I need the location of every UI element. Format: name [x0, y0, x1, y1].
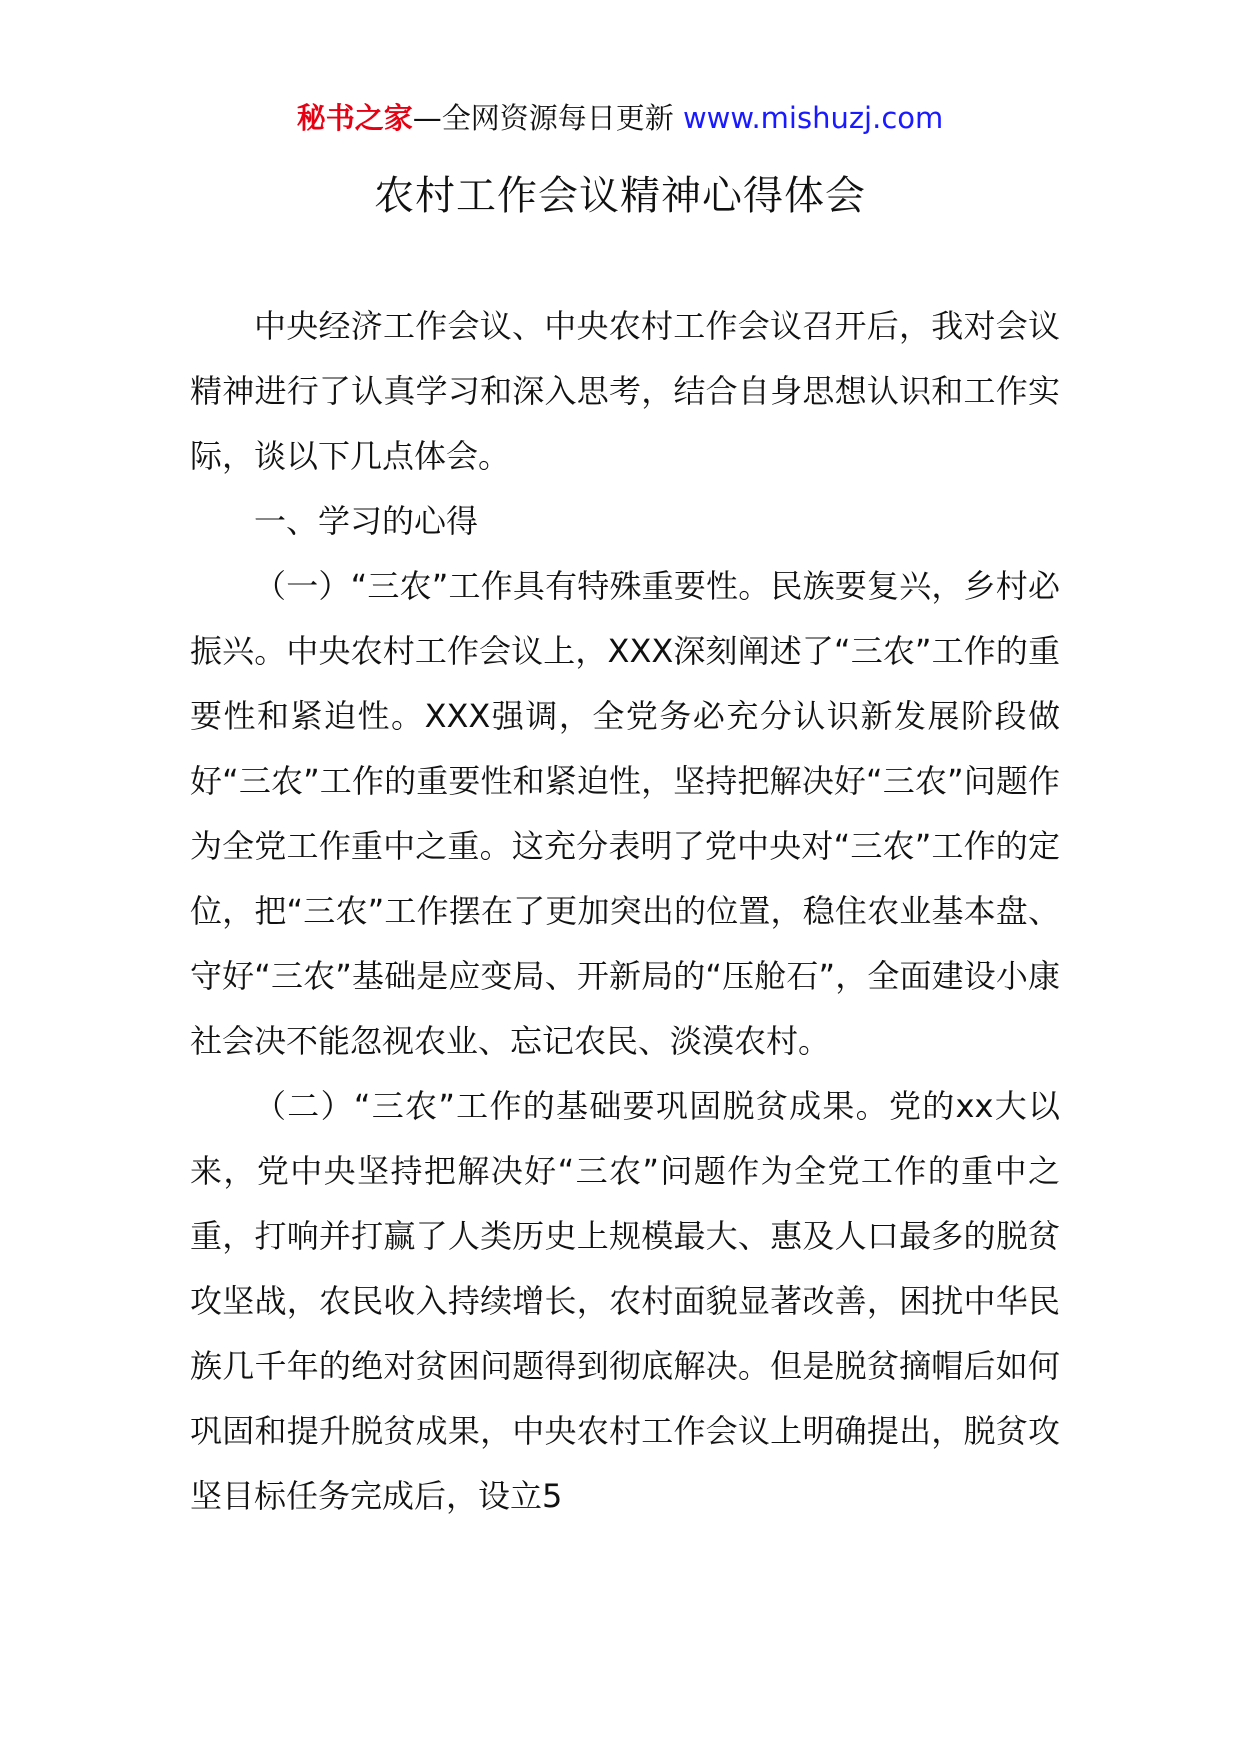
document-title: 农村工作会议精神心得体会 [374, 173, 866, 219]
document-body [190, 294, 1060, 1529]
site-url-link[interactable]: www.mishuzj.com [682, 101, 944, 135]
site-brand: 秘书之家 [296, 101, 413, 135]
paragraph-intro: 中央经济工作会议、中央农村工作会议召开后，我对会议精神进行了认真学习和深入思考，结合自身思想认识和工作实际，谈以下几点体会。 [190, 307, 1060, 475]
site-header [0, 98, 1240, 138]
paragraph-point-1: （一）“三农”工作具有特殊重要性。民族要复兴，乡村必振兴。中央农村工作会议上，XXX深刻阐述了“三农”工作的重要性和紧迫性。XXX强调，全党务必充分认识新发展阶段做好“三农”工作的重要性和紧迫性，坚持把解决好“三农”问题作为全党工作重中之重。这充分表明了党中央对“三农”工作的定位，把“三农”工作摆在了更加突出的位置，稳住农业基本盘、守好“三农”基础是应变局、开新局的“压舱石”，全面建设小康社会决不能忽视农业、忘记农民、淡漠农村。 [190, 567, 1060, 1060]
section-heading-1: 一、学习的心得 [254, 502, 479, 540]
paragraph-point-2: （二）“三农”工作的基础要巩固脱贫成果。党的xx大以来，党中央坚持把解决好“三农”问题作为全党工作的重中之重，打响并打赢了人类历史上规模最大、惠及人口最多的脱贫攻坚战，农民收入持续增长，农村面貌显著改善，困扰中华民族几千年的绝对贫困问题得到彻底解决。但是脱贫摘帽后如何巩固和提升脱贫成果，中央农村工作会议上明确提出，脱贫攻坚目标任务完成后，设立5 [190, 1087, 1060, 1515]
site-tagline: —全网资源每日更新 [412, 101, 683, 135]
